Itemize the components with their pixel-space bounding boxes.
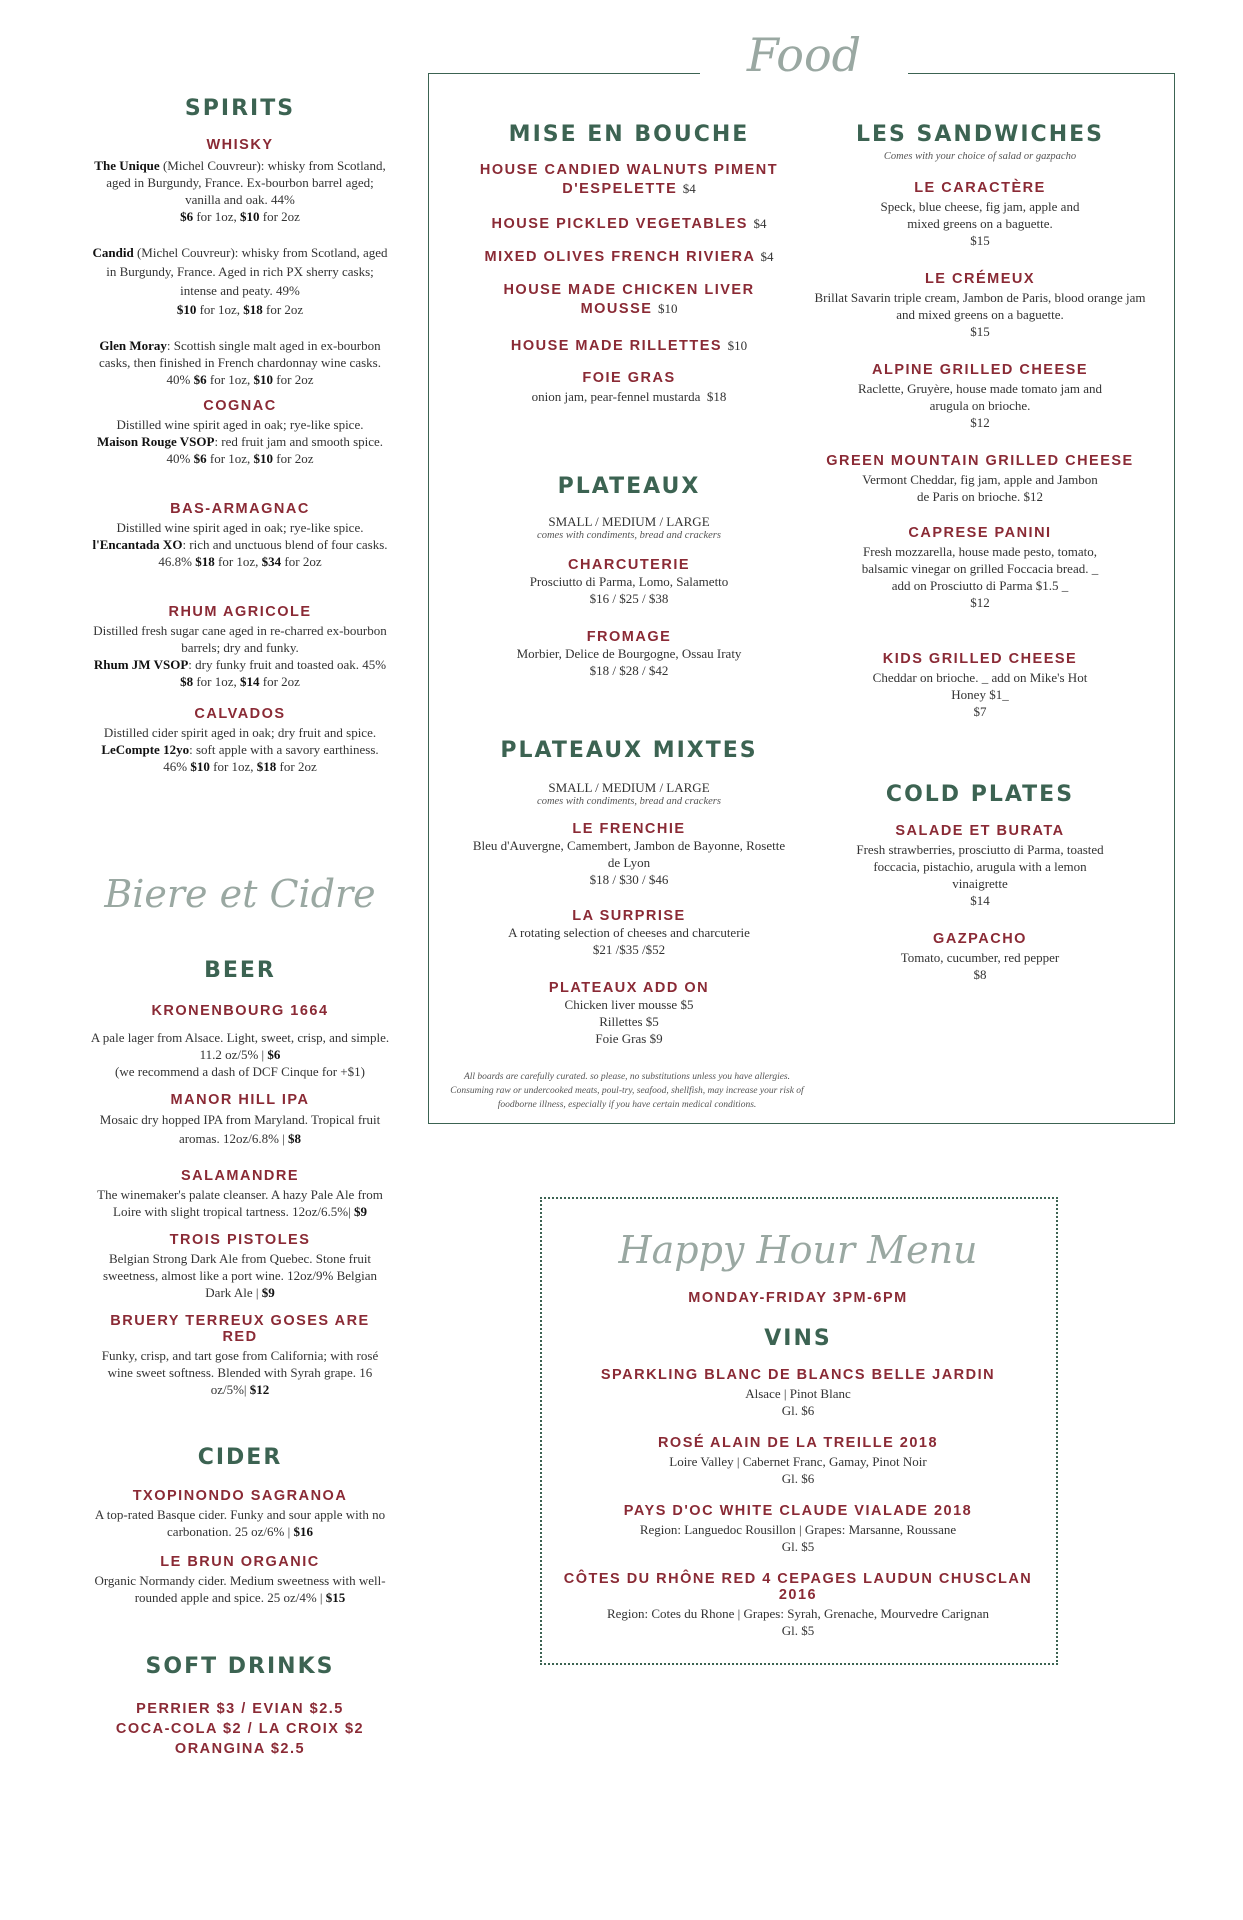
sandwich-name: KIDS GRILLED CHEESE bbox=[882, 651, 1078, 667]
mise-item: MIXED OLIVES FRENCH RIVIERA $4 bbox=[484, 249, 774, 265]
wine-info: Loire Valley | Cabernet Franc, Gamay, Pinot Noir bbox=[669, 1454, 927, 1469]
sandwich-desc: Fresh mozzarella, house made pesto, tomato, balsamic vinegar on grilled Foccacia bread. _ add on Prosciutto di Parma $1.5 _ bbox=[861, 544, 1099, 593]
wine-price: Gl. $5 bbox=[781, 1539, 815, 1554]
foie-gras-desc: onion jam, pear-fennel mustarda $18 bbox=[531, 389, 727, 404]
whisky-heading: WHISKY bbox=[206, 137, 274, 153]
sandwich-name: LE CRÉMEUX bbox=[924, 271, 1036, 287]
rhum-text: Distilled fresh sugar cane aged in re-charred ex-bourbon barrels; dry and funky. Rhum JM VSOP: dry funky fruit and toasted oak. 45% $8 for 1oz, $14 for 2oz bbox=[93, 623, 387, 689]
plateau-name: FROMAGE bbox=[586, 629, 672, 645]
cold-plate-name: SALADE ET BURATA bbox=[895, 823, 1065, 839]
cider-name: TXOPINONDO SAGRANOA bbox=[132, 1488, 348, 1504]
sandwich-price: $7 bbox=[973, 704, 987, 719]
beer-name: BRUERY TERREUX GOSES ARE RED bbox=[110, 1313, 370, 1345]
mixte-name: LA SURPRISE bbox=[572, 908, 686, 924]
spirits-title: SPIRITS bbox=[184, 96, 296, 121]
mise-title: MISE EN BOUCHE bbox=[508, 122, 750, 147]
soft-drink-line: PERRIER $3 / EVIAN $2.5 bbox=[136, 1701, 344, 1717]
disclaimer: All boards are carefully curated. so please, no substitutions unless you have allergies. Consuming raw or undercooked meats, poul-try, seafood, shellfish, may increase your risk of foodborne illness, especially if you have certain medical conditions. bbox=[450, 1072, 804, 1110]
cold-plates-section bbox=[810, 782, 1150, 983]
mise-item: HOUSE MADE RILLETTES $10 bbox=[510, 338, 748, 354]
plateaux-section bbox=[470, 474, 788, 679]
beer-desc: The winemaker's palate cleanser. A hazy Pale Ale from Loire with slight tropical tartness. 12oz/6.5%| $9 bbox=[97, 1187, 383, 1219]
sandwich-name: GREEN MOUNTAIN GRILLED CHEESE bbox=[826, 453, 1134, 469]
cider-desc: Organic Normandy cider. Medium sweetness with well-rounded apple and spice. 25 oz/4% | $15 bbox=[94, 1573, 386, 1605]
wine-name: CÔTES DU RHÔNE RED 4 CEPAGES LAUDUN CHUSCLAN 2016 bbox=[563, 1571, 1033, 1603]
sandwich-name: LE CARACTÈRE bbox=[914, 180, 1046, 196]
plateaux-title: PLATEAUX bbox=[557, 474, 701, 499]
mixtes-title: PLATEAUX MIXTES bbox=[500, 738, 758, 763]
beer-desc: A pale lager from Alsace. Light, sweet, crisp, and simple. 11.2 oz/5% | $6 (we recommend a dash of DCF Cinque for +$1) bbox=[90, 1030, 390, 1079]
armagnac-text: Distilled wine spirit aged in oak; rye-like spice. l'Encantada XO: rich and unctuous blend of four casks. 46.8% $18 for 1oz, $34 for 2oz bbox=[92, 520, 388, 569]
cider-desc: A top-rated Basque cider. Funky and sour apple with no carbonation. 25 oz/6% | $16 bbox=[94, 1507, 386, 1539]
sandwich-name: ALPINE GRILLED CHEESE bbox=[872, 362, 1088, 378]
plateau-name: CHARCUTERIE bbox=[567, 557, 691, 573]
addon-line: Rillettes $5 bbox=[599, 1014, 659, 1029]
happy-hour-section bbox=[545, 1228, 1051, 1639]
cider-name: LE BRUN ORGANIC bbox=[160, 1554, 320, 1570]
sandwich-desc: Cheddar on brioche. _ add on Mike's Hot Honey $1_ bbox=[872, 670, 1088, 702]
sandwiches-subtitle: Comes with your choice of salad or gazpacho bbox=[883, 151, 1077, 162]
cold-plate-name: GAZPACHO bbox=[933, 931, 1027, 947]
mixtes-note: comes with condiments, bread and crackers bbox=[537, 796, 721, 807]
wine-info: Alsace | Pinot Blanc bbox=[745, 1386, 851, 1401]
mixte-name: LE FRENCHIE bbox=[572, 821, 686, 837]
sandwich-desc: Raclette, Gruyère, house made tomato jam and arugula on brioche. bbox=[857, 381, 1103, 413]
wine-info: Region: Cotes du Rhone | Grapes: Syrah, Grenache, Mourvedre Carignan bbox=[606, 1606, 990, 1621]
beer-title: BEER bbox=[204, 958, 276, 983]
sandwich-price: $15 bbox=[970, 324, 990, 339]
left-column bbox=[90, 96, 390, 775]
wine-name: ROSÉ ALAIN DE LA TREILLE 2018 bbox=[657, 1435, 939, 1451]
wine-price: Gl. $6 bbox=[781, 1403, 815, 1418]
plateau-price: $16 / $25 / $38 bbox=[589, 591, 669, 606]
beer-name: SALAMANDRE bbox=[180, 1168, 300, 1184]
cold-plate-desc: Tomato, cucumber, red pepper bbox=[900, 950, 1060, 965]
sandwich-price: $12 bbox=[970, 415, 990, 430]
foie-gras-name: FOIE GRAS bbox=[582, 370, 676, 386]
sandwich-name: CAPRESE PANINI bbox=[908, 525, 1052, 541]
cider-section bbox=[90, 1445, 390, 1606]
beer-desc: Belgian Strong Dark Ale from Quebec. Stone fruit sweetness, almost like a port wine. 12oz/9% Belgian Dark Ale | $9 bbox=[102, 1251, 378, 1300]
rhum-heading: RHUM AGRICOLE bbox=[168, 604, 312, 620]
soft-drinks-title: SOFT DRINKS bbox=[145, 1654, 335, 1679]
beer-name: TROIS PISTOLES bbox=[169, 1232, 311, 1248]
cold-plate-price: $14 bbox=[970, 893, 990, 908]
mixte-desc: Bleu d'Auvergne, Camembert, Jambon de Bayonne, Rosette de Lyon bbox=[472, 838, 786, 870]
mise-item: HOUSE CANDIED WALNUTS PIMENT D'ESPELETTE $4 bbox=[479, 162, 779, 197]
calvados-heading: CALVADOS bbox=[194, 706, 286, 722]
wine-price: Gl. $6 bbox=[781, 1471, 815, 1486]
mixte-price: $18 / $30 / $46 bbox=[589, 872, 669, 887]
mixte-price: $21 /$35 /$52 bbox=[592, 942, 666, 957]
plateau-price: $18 / $28 / $42 bbox=[589, 663, 669, 678]
sandwich-desc: Brillat Savarin triple cream, Jambon de Paris, blood orange jam and mixed greens on a baguette. bbox=[814, 290, 1146, 322]
biere-script-title: Biere et Cidre bbox=[104, 872, 376, 916]
mixtes-sizes: SMALL / MEDIUM / LARGE bbox=[548, 780, 710, 795]
happy-hour-script-title: Happy Hour Menu bbox=[618, 1228, 978, 1272]
whisky-item: Glen Moray: Scottish single malt aged in ex-bourbon casks, then finished in French chardonnay wine casks. 40% $6 for 1oz, $10 for 2oz bbox=[99, 338, 381, 387]
sandwich-desc: Speck, blue cheese, fig jam, apple and mixed greens on a baguette. bbox=[880, 199, 1080, 231]
wine-name: SPARKLING BLANC DE BLANCS BELLE JARDIN bbox=[600, 1367, 996, 1383]
sandwich-desc: Vermont Cheddar, fig jam, apple and Jambon de Paris on brioche. $12 bbox=[862, 472, 1098, 504]
soft-drink-line: COCA-COLA $2 / LA CROIX $2 bbox=[115, 1721, 365, 1737]
cider-title: CIDER bbox=[197, 1445, 283, 1470]
soft-drinks-section bbox=[90, 1654, 390, 1759]
whisky-item: Candid (Michel Couvreur): whisky from Scotland, aged in Burgundy, France. Aged in rich PX sherry casks; intense and peaty. 49% $10 for 1oz, $18 for 2oz bbox=[92, 245, 388, 317]
mise-en-bouche-section bbox=[470, 122, 788, 405]
plateau-desc: Morbier, Delice de Bourgogne, Ossau Iraty bbox=[516, 646, 742, 661]
plateaux-note: comes with condiments, bread and crackers bbox=[537, 530, 721, 541]
addon-line: Chicken liver mousse $5 bbox=[564, 997, 694, 1012]
cognac-text: Distilled wine spirit aged in oak; rye-like spice. Maison Rouge VSOP: red fruit jam and smooth spice. 40% $6 for 1oz, $10 for 2oz bbox=[96, 417, 384, 466]
whisky-item: The Unique (Michel Couvreur): whisky from Scotland, aged in Burgundy, France. Ex-bourbon barrel aged; vanilla and oak. 44% $6 for 1oz, $10 for 2oz bbox=[94, 158, 386, 224]
sandwiches-title: LES SANDWICHES bbox=[856, 122, 1104, 147]
mise-item: HOUSE MADE CHICKEN LIVER MOUSSE $10 bbox=[503, 282, 755, 317]
vins-title: VINS bbox=[764, 1326, 832, 1351]
wine-info: Region: Languedoc Rousillon | Grapes: Marsanne, Roussane bbox=[639, 1522, 957, 1537]
beer-desc: Funky, crisp, and tart gose from California; with rosé wine sweet softness. Blended with Syrah grape. 16 oz/5%| $12 bbox=[101, 1348, 379, 1397]
sandwich-price: $12 bbox=[970, 595, 990, 610]
plateaux-sizes: SMALL / MEDIUM / LARGE bbox=[548, 514, 710, 529]
sandwich-price: $15 bbox=[970, 233, 990, 248]
cold-plates-title: COLD PLATES bbox=[885, 782, 1075, 807]
happy-hour-time: MONDAY-FRIDAY 3PM-6PM bbox=[688, 1290, 908, 1306]
plateaux-mixtes-section bbox=[470, 738, 788, 1061]
addon-title: PLATEAUX ADD ON bbox=[548, 980, 710, 996]
soft-drink-line: ORANGINA $2.5 bbox=[174, 1741, 306, 1757]
mise-item: HOUSE PICKLED VEGETABLES $4 bbox=[491, 216, 767, 232]
plateau-desc: Prosciutto di Parma, Lomo, Salametto bbox=[529, 574, 729, 589]
food-script-title: Food bbox=[746, 28, 862, 82]
sandwiches-section bbox=[810, 122, 1150, 720]
beer-name: KRONENBOURG 1664 bbox=[151, 1003, 329, 1019]
addon-line: Foie Gras $9 bbox=[595, 1031, 663, 1046]
wine-price: Gl. $5 bbox=[781, 1623, 815, 1638]
wine-name: PAYS D'OC WHITE CLAUDE VIALADE 2018 bbox=[623, 1503, 973, 1519]
cold-plate-desc: Fresh strawberries, prosciutto di Parma, toasted foccacia, pistachio, arugula with a lemon vinaigrette bbox=[856, 842, 1104, 891]
cognac-heading: COGNAC bbox=[203, 398, 277, 414]
armagnac-heading: BAS-ARMAGNAC bbox=[170, 501, 310, 517]
beer-desc: Mosaic dry hopped IPA from Maryland. Tropical fruit aromas. 12oz/6.8% | $8 bbox=[99, 1112, 381, 1146]
beer-section bbox=[90, 958, 390, 1398]
beer-name: MANOR HILL IPA bbox=[170, 1092, 310, 1108]
cold-plate-price: $8 bbox=[973, 967, 987, 982]
calvados-text: Distilled cider spirit aged in oak; dry fruit and spice. LeCompte 12yo: soft apple with a savory earthiness. 46% $10 for 1oz, $18 for 2oz bbox=[101, 725, 379, 774]
mixte-desc: A rotating selection of cheeses and charcuterie bbox=[508, 925, 750, 940]
